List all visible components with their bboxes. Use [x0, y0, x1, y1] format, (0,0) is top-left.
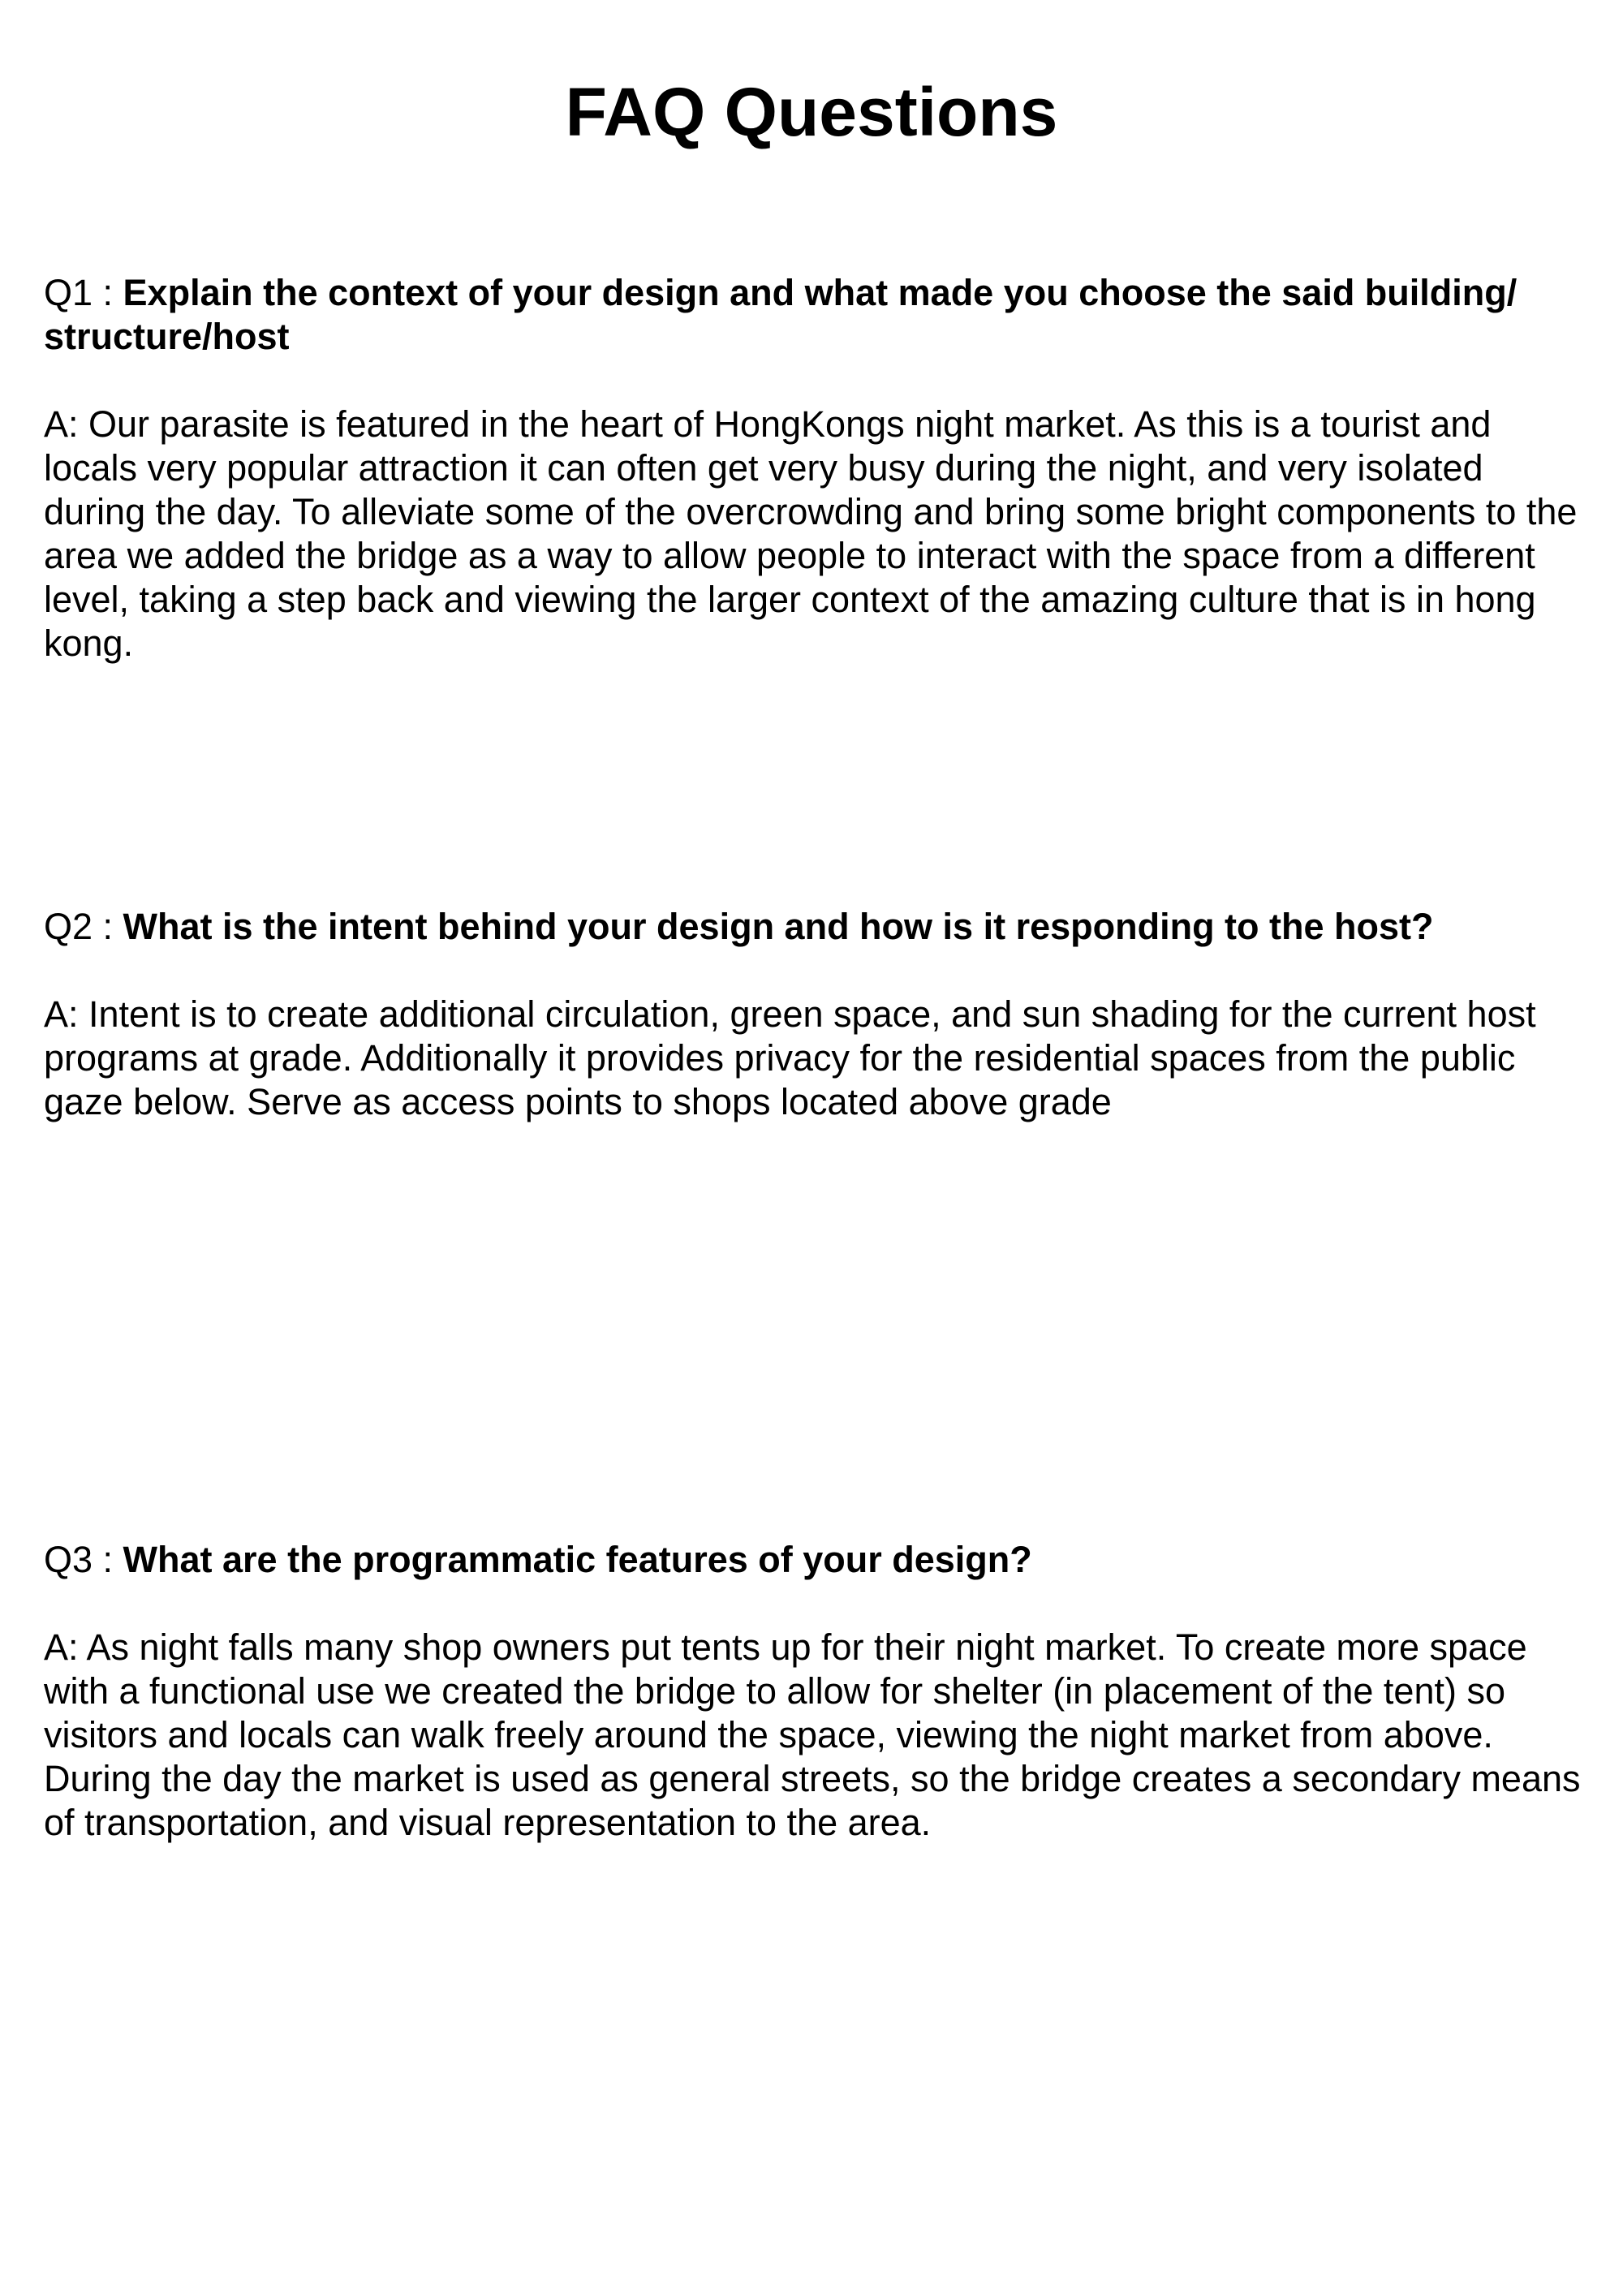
- faq-item-1: [44, 271, 1586, 666]
- question-2: [44, 905, 1586, 949]
- question-3: [44, 1538, 1586, 1582]
- answer-1: A: Our parasite is featured in the heart of HongKongs night market. As this is a tourist and locals very popular attraction it can often get very busy during the night, and very isolated during the day. To alleviate some of the overcrowding and bring some bright components to the area we added the bridge as a way to allow people to interact with the space from a different level, taking a step back and viewing the larger context of the amazing culture that is in hong kong.: [44, 403, 1578, 664]
- question-text: What are the programmatic features of your design?: [123, 1539, 1032, 1580]
- question-label: Q1 :: [44, 272, 123, 313]
- faq-item-2: [44, 905, 1586, 1124]
- faq-item-3: [44, 1538, 1586, 1845]
- question-label: Q2 :: [44, 906, 123, 947]
- question-label: Q3 :: [44, 1539, 123, 1580]
- question-text: Explain the context of your design and what made you choose the said building/ structure/host: [44, 272, 1518, 357]
- question-1: [44, 271, 1586, 359]
- answer-3: A: As night falls many shop owners put tents up for their night market. To create more space with a functional use we created the bridge to allow for shelter (in placement of the tent) so visitors and locals can walk freely around the space, viewing the night market from above. During the day the market is used as general streets, so the bridge creates a secondary means of transportation, and visual representation to the area.: [44, 1626, 1581, 1843]
- page-title: FAQ Questions: [565, 74, 1058, 150]
- answer-2: A: Intent is to create additional circulation, green space, and sun shading for the current host programs at grade. Additionally it provides privacy for the residential spaces from the public gaze below. Serve as access points to shops located above grade: [44, 993, 1536, 1122]
- question-text: What is the intent behind your design and how is it responding to the host?: [123, 906, 1434, 947]
